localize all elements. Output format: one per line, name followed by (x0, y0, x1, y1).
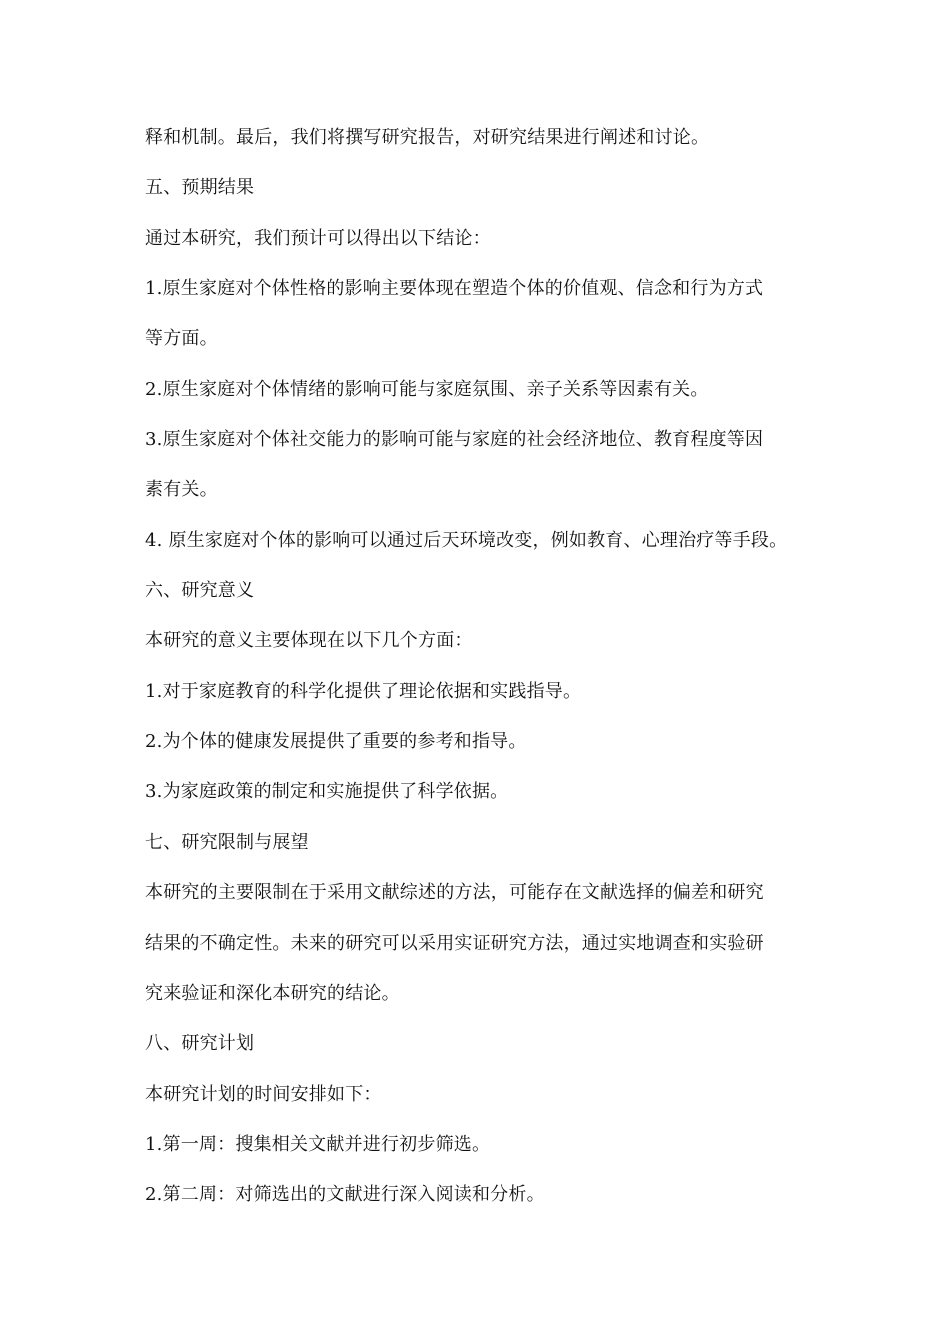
paragraph-line: 结果的不确定性。未来的研究可以采用实证研究方法，通过实地调查和实验研 (145, 932, 764, 954)
section-heading: 五、预期结果 (145, 177, 255, 199)
list-item: 3.为家庭政策的制定和实施提供了科学依据。 (145, 781, 509, 803)
paragraph-line: 本研究的意义主要体现在以下几个方面： (145, 630, 473, 652)
list-item: 2.为个体的健康发展提供了重要的参考和指导。 (145, 731, 527, 753)
list-item: 2.原生家庭对个体情绪的影响可能与家庭氛围、亲子关系等因素有关。 (145, 378, 709, 400)
paragraph-line: 本研究的主要限制在于采用文献综述的方法，可能存在文献选择的偏差和研究 (145, 882, 764, 904)
section-heading: 六、研究意义 (145, 580, 255, 602)
list-item: 2.第二周：对筛选出的文献进行深入阅读和分析。 (145, 1184, 545, 1206)
paragraph-line: 究来验证和深化本研究的结论。 (145, 982, 400, 1004)
list-item: 1.第一周：搜集相关文献并进行初步筛选。 (145, 1133, 491, 1155)
section-heading: 八、研究计划 (145, 1033, 255, 1055)
list-item: 1.对于家庭教育的科学化提供了理论依据和实践指导。 (145, 680, 582, 702)
list-item-continuation: 等方面。 (145, 328, 218, 350)
list-item: 3.原生家庭对个体社交能力的影响可能与家庭的社会经济地位、教育程度等因 (145, 429, 764, 451)
section-heading: 七、研究限制与展望 (145, 831, 309, 853)
list-item: 4. 原生家庭对个体的影响可以通过后天环境改变，例如教育、心理治疗等手段。 (145, 529, 788, 551)
document-body (145, 122, 825, 1230)
list-item-continuation: 素有关。 (145, 479, 218, 501)
paragraph-line: 通过本研究，我们预计可以得出以下结论： (145, 227, 491, 249)
paragraph-line: 本研究计划的时间安排如下： (145, 1083, 382, 1105)
paragraph-line: 释和机制。最后，我们将撰写研究报告，对研究结果进行阐述和讨论。 (145, 127, 710, 148)
list-item: 1.原生家庭对个体性格的影响主要体现在塑造个体的价值观、信念和行为方式 (145, 278, 764, 300)
